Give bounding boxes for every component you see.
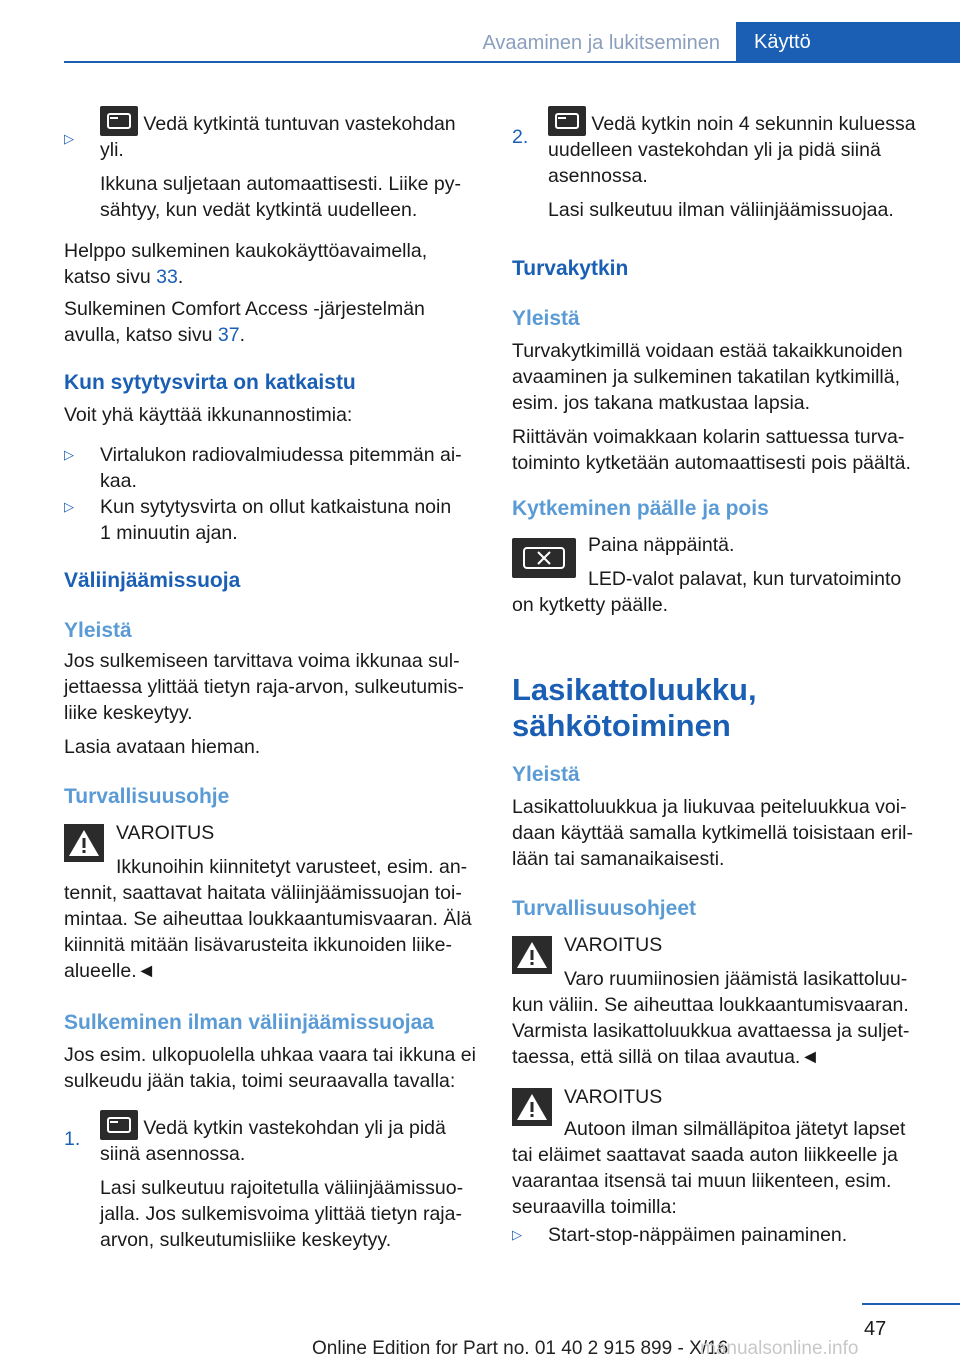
running-header-chapter: Käyttö [736,22,960,63]
watermark: manualsonline.info [700,1338,859,1359]
list-item: ▷ Start-stop-näppäimen painaminen. [512,1224,848,1246]
paragraph: Lasikattoluukkua ja liukuvaa peiteluukkua voi- daan käyttää samalla kytkimellä toisistaan eril- lään tai samanaikaisesti. [512,796,914,870]
warning-title: VAROITUS [116,822,215,844]
step-number: 2. [512,126,529,148]
step-item: Vedä kytkin noin 4 sekunnin kuluessa uudelleen vastekohdan yli ja pidä siinä asennossa. Lasi sulkeutuu ilman väliinjäämissuojaa. [548,106,938,223]
online-edition-note: Online Edition for Part no. 01 40 2 915 899 - X/16 [312,1338,729,1359]
step-number: 1. [64,1128,81,1150]
list-item: ▷ Virtalukon radiovalmiudessa pitemmän ai- kaa. [64,444,462,492]
heading-close-without-pinch: Sulkeminen ilman väliinjäämissuojaa [64,1011,434,1034]
window-switch-icon [100,106,138,136]
heading-general: Yleistä [512,763,580,786]
heading-pinch-protection: Väliinjäämissuoja [64,569,241,592]
heading-safety: Turvallisuusohje [64,785,230,808]
header-rule [64,61,960,63]
heading-sunroof: Lasikattoluukku, sähkötoiminen [512,672,757,743]
page-number: 47 [864,1318,887,1340]
window-switch-icon [548,106,586,136]
paragraph: Paina näppäintä. [588,534,735,556]
running-header-section: Avaaminen ja lukitseminen [482,32,720,54]
paragraph: Sulkeminen Comfort Access -järjestelmän avulla, katso sivu 37. [64,298,425,346]
paragraph: LED-valot palavat, kun turvatoiminto on kytketty päälle. [512,568,902,616]
warning-text: Varo ruumiinosien jäämistä lasikattoluu- kun väliin. Se aiheuttaa loukkaantumisvaaran. Varmista lasikattoluukkua avattaessa ja suljet- taessa, että sillä on tilaa avautua.◄ [512,968,910,1068]
page-link[interactable]: 37 [217,324,240,346]
heading-general: Yleistä [64,619,132,642]
paragraph: Jos esim. ulkopuolella uhkaa vaara tai ikkuna ei sulkeudu jään takia, toimi seuraavalla tavalla: [64,1044,476,1092]
bullet-marker: ▷ [64,131,74,146]
warning-text: Autoon ilman silmälläpitoa jätetyt lapset tai eläimet saattavat saada auton liikkeelle ja vaarantaa itsensä tai muun liikenteen, esim. seuraavilla toimilla: [512,1118,906,1218]
step-item: Vedä kytkin vastekohdan yli ja pidä siinä asennossa. Lasi sulkeutuu rajoitetulla väliinjäämissuo- jalla. Jos sulkemisvoima ylittää tietyn raja- arvon, sulkeutumisliike keskeytyy. [100,1110,490,1253]
heading-general: Yleistä [512,307,580,330]
footer-rule [862,1303,960,1305]
list-item: Vedä kytkintä tuntuvan vastekohdan yli. Ikkuna suljetaan automaattisesti. Liike py- sähtyy, kun vedät kytkintä uudelleen. [100,106,490,223]
heading-ignition: Kun sytytysvirta on katkaistu [64,371,356,394]
warning-title: VAROITUS [564,1086,663,1108]
heading-on-off: Kytkeminen päälle ja pois [512,497,769,520]
heading-safety-notes: Turvallisuusohjeet [512,897,696,920]
warning-title: VAROITUS [564,934,663,956]
warning-text: Ikkunoihin kiinnitetyt varusteet, esim. an- tennit, saattavat haitata väliinjäämissuojan toi- mintaa. Se aiheuttaa loukkaantumisvaaran. Älä kiinnitä mitään lisävarusteita ikkunoiden liike- alueelle.◄ [64,856,472,982]
heading-safety-switch: Turvakytkin [512,257,629,280]
paragraph: Turvakytkimillä voidaan estää takaikkunoiden avaaminen ja sulkeminen takatilan kytkimillä, esim. jos takana matkustaa lapsia. Riittävän voimakkaan kolarin sattuessa turva- toiminto kytketään automaattisesti pois päältä. [512,340,911,474]
paragraph: Helppo sulkeminen kaukokäyttöavaimella, katso sivu 33. [64,240,428,288]
page-link[interactable]: 33 [156,266,178,288]
window-switch-icon [100,1110,138,1140]
paragraph: Voit yhä käyttää ikkunannostimia: [64,404,353,426]
paragraph: Jos sulkemiseen tarvittava voima ikkunaa sul- jettaessa ylittää tietyn raja-arvon, sulkeutumis- liike keskeytyy. Lasia avataan hieman. [64,650,464,758]
list-item: ▷ Kun sytytysvirta on ollut katkaistuna noin 1 minuutin ajan. [64,496,452,544]
